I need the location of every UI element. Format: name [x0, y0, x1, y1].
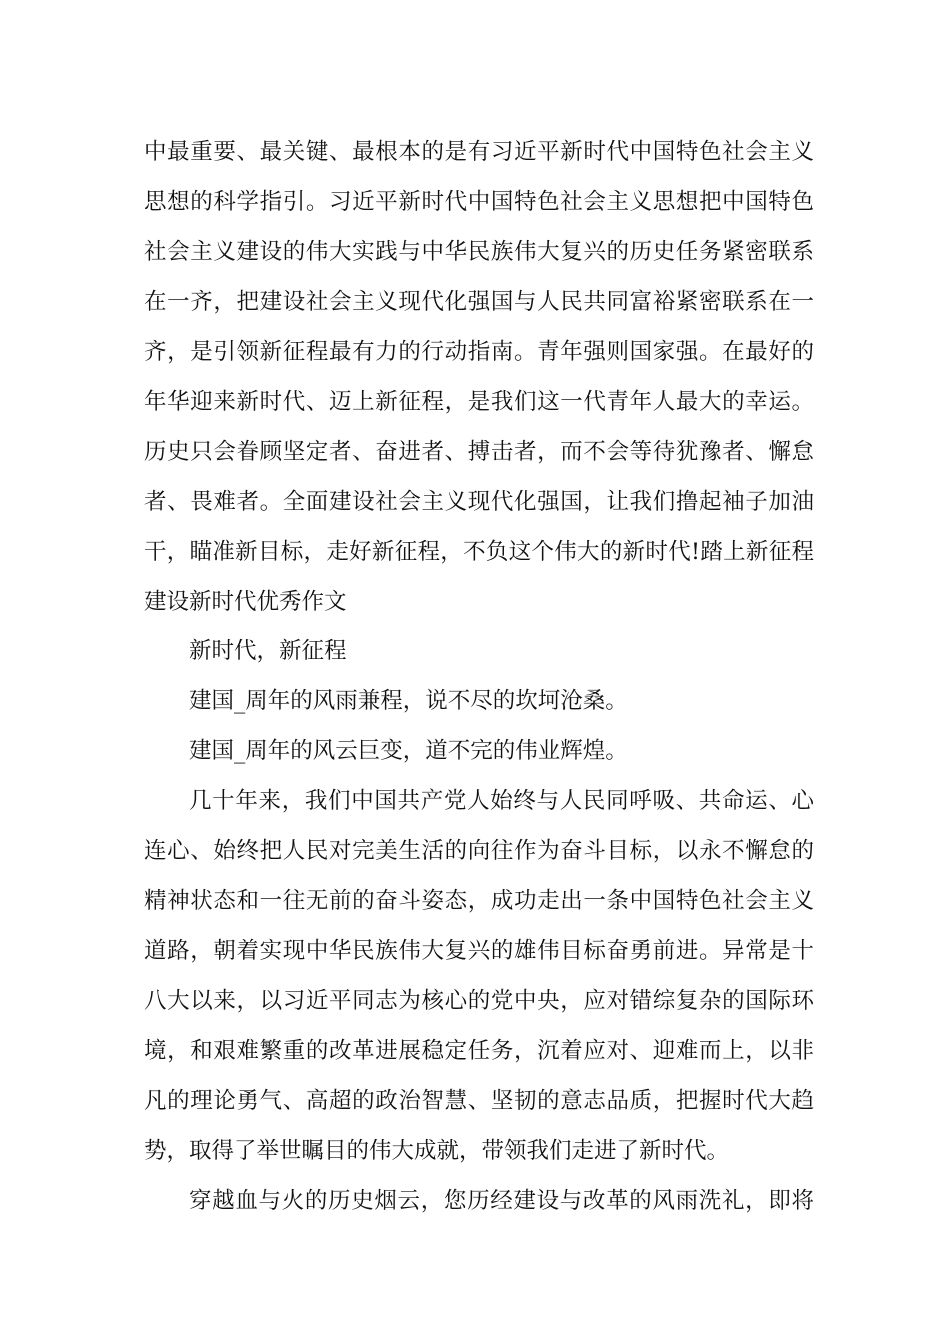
text-line: 社会主义建设的伟大实践与中华民族伟大复兴的历史任务紧密联系 [144, 239, 814, 265]
text-line: 建设新时代优秀作文 [144, 589, 347, 615]
text-line: 建国_周年的风云巨变，道不完的伟业辉煌。 [189, 738, 628, 764]
text-line: 中最重要、最关键、最根本的是有习近平新时代中国特色社会主义 [144, 139, 814, 165]
text-line: 干，瞄准新目标，走好新征程，不负这个伟大的新时代!踏上新征程 [144, 539, 814, 565]
text-line: 年华迎来新时代、迈上新征程，是我们这一代青年人最大的幸运。 [144, 389, 814, 415]
text-line: 八大以来，以习近平同志为核心的党中央，应对错综复杂的国际环 [144, 988, 814, 1014]
text-line: 凡的理论勇气、高超的政治智慧、坚韧的意志品质，把握时代大趋 [144, 1088, 814, 1114]
text-line: 精神状态和一往无前的奋斗姿态，成功走出一条中国特色社会主义 [144, 888, 814, 914]
text-line: 几十年来，我们中国共产党人始终与人民同呼吸、共命运、心 [189, 788, 814, 814]
text-line: 历史只会眷顾坚定者、奋进者、搏击者，而不会等待犹豫者、懈怠 [144, 439, 814, 465]
text-line: 连心、始终把人民对完美生活的向往作为奋斗目标，以永不懈怠的 [144, 838, 814, 864]
text-line: 者、畏难者。全面建设社会主义现代化强国，让我们撸起袖子加油 [144, 489, 814, 515]
text-line: 建国_周年的风雨兼程，说不尽的坎坷沧桑。 [189, 688, 628, 714]
text-line: 势，取得了举世瞩目的伟大成就，带领我们走进了新时代。 [144, 1138, 730, 1164]
text-line: 穿越血与火的历史烟云，您历经建设与改革的风雨洗礼，即将 [189, 1188, 814, 1214]
text-line: 境，和艰难繁重的改革进展稳定任务，沉着应对、迎难而上，以非 [144, 1038, 814, 1064]
text-line: 齐，是引领新征程最有力的行动指南。青年强则国家强。在最好的 [144, 339, 814, 365]
text-line: 在一齐，把建设社会主义现代化强国与人民共同富裕紧密联系在一 [144, 289, 814, 315]
text-line: 道路，朝着实现中华民族伟大复兴的雄伟目标奋勇前进。异常是十 [144, 938, 814, 964]
section-heading: 新时代，新征程 [189, 638, 347, 664]
text-line: 思想的科学指引。习近平新时代中国特色社会主义思想把中国特色 [144, 189, 814, 215]
